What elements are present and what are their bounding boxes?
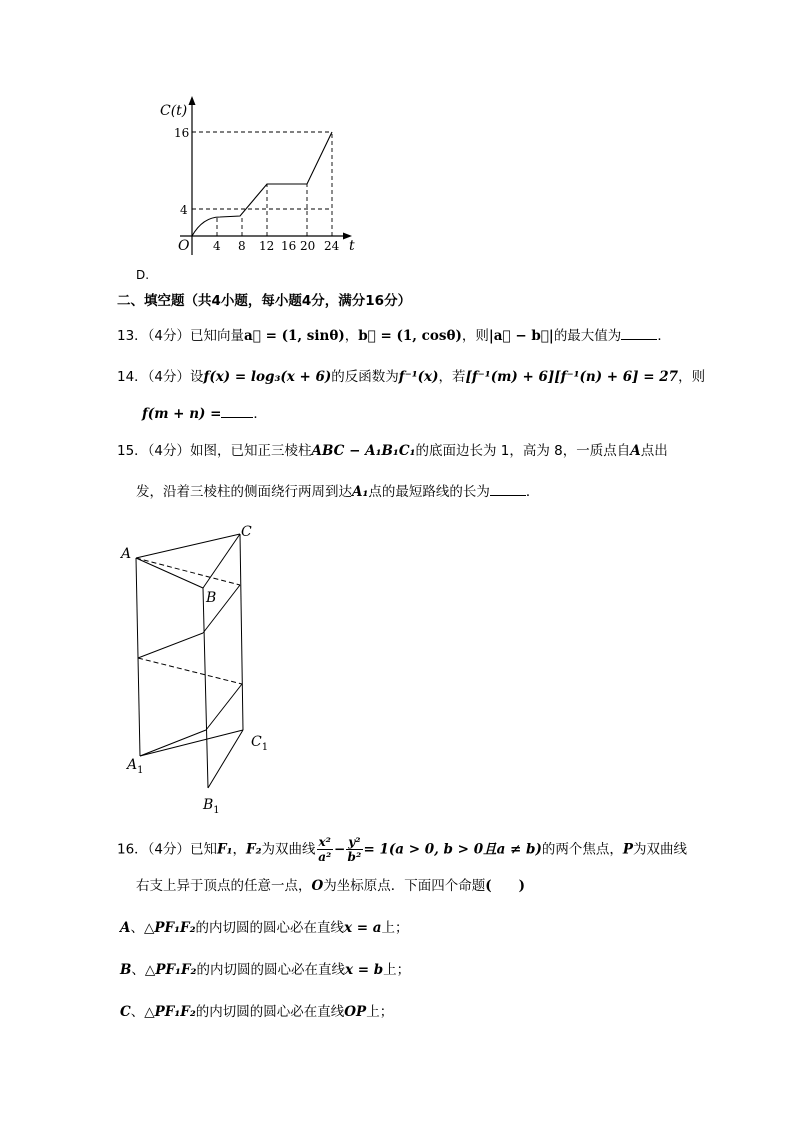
dashed-guides	[192, 132, 332, 236]
option-c-sep: 、△	[130, 1004, 155, 1020]
q14-mid1: 的反函数为	[331, 369, 399, 385]
q15-end: ．	[525, 484, 540, 500]
option-c-line: OP	[344, 1004, 367, 1020]
label-a: A	[121, 546, 132, 562]
q16-minus: −	[333, 841, 346, 858]
question-14-line2	[142, 405, 267, 423]
question-13	[117, 327, 671, 345]
option-d-label: D.	[136, 268, 150, 282]
q13-suffix: 的最大值为	[553, 328, 622, 344]
q13-prefix: 13．（4分）已知向量	[117, 328, 245, 344]
q15-point-a1: A₁	[352, 484, 369, 500]
q15-line2-suffix: 点的最短路线的长为	[368, 484, 490, 500]
option-c-letter: C	[120, 1004, 131, 1020]
option-a-triangle: PF₁F₂	[154, 920, 196, 936]
q14-answer-blank[interactable]	[221, 405, 253, 418]
option-b-sep: 、△	[131, 962, 156, 978]
x-axis-label: t	[349, 238, 355, 254]
option-c-text: 的内切圆的圆心必在直线	[195, 1004, 345, 1020]
option-a-line: x = a	[344, 920, 382, 936]
q16-f1: F₁	[217, 841, 233, 858]
q14-ask: f(m + n) =	[142, 406, 222, 422]
label-b1: $B_1$	[203, 797, 220, 816]
q13-vector-a: a⃗ = (1, sinθ)	[244, 328, 345, 344]
option-b-line: x = b	[344, 962, 384, 978]
piecewise-curve	[192, 132, 332, 236]
q16-paren: ( )	[485, 878, 526, 894]
option-b-letter: B	[120, 962, 132, 978]
q15-prefix: 15．（4分）如图，已知正三棱柱	[117, 443, 312, 459]
x-tick-24: 24	[324, 239, 340, 253]
option-a[interactable]	[120, 919, 409, 937]
label-c1: $C_1$	[251, 734, 269, 753]
q13-vector-b: b⃗ = (1, cosθ)	[358, 328, 462, 344]
q16-fraction-x: $\frac{\text{x²}}{\text{a²}}$	[318, 835, 332, 864]
label-a1: $A_1$	[127, 757, 144, 776]
q15-mid1: 的底面边长为 1，高为 8，一质点自	[415, 443, 631, 459]
question-15-line2	[136, 483, 539, 501]
y-axis-arrow	[189, 96, 196, 105]
q13-end: ．	[657, 328, 671, 344]
label-c: C	[241, 524, 252, 540]
option-a-letter: A	[120, 920, 131, 936]
q14-prefix: 14．（4分）设	[117, 369, 204, 385]
option-b[interactable]	[120, 961, 410, 979]
q16-mid3: 为双曲线	[633, 841, 688, 858]
q13-expression: |a⃗ − b⃗|	[488, 328, 554, 344]
q14-function: f(x) = log₃(x + 6)	[203, 369, 332, 385]
q13-mid: ，则	[461, 328, 489, 344]
q14-mid3: ，则	[678, 369, 706, 385]
q16-line2-prefix: 右支上异于顶点的任意一点，	[136, 878, 312, 894]
option-a-sep: 、△	[130, 920, 155, 936]
q15-mid2: 点出	[640, 443, 668, 459]
q14-condition: [f⁻¹(m) + 6][f⁻¹(n) + 6] = 27	[465, 369, 679, 385]
origin-label: O	[178, 238, 190, 254]
q15-line2-prefix: 发，沿着三棱柱的侧面绕行两周到达	[136, 484, 352, 500]
q16-prefix: 16．（4分）已知	[117, 841, 218, 858]
q16-mid1: 为双曲线	[261, 841, 316, 858]
option-b-end: 上；	[383, 962, 411, 978]
q14-end: ．	[253, 406, 267, 422]
q16-condition: = 1(a > 0, b > 0且a ≠ b)	[363, 841, 542, 858]
option-a-end: 上；	[381, 920, 409, 936]
prism-figure	[115, 518, 285, 818]
x-tick-12: 12	[259, 239, 275, 253]
y-tick-4: 4	[180, 203, 188, 217]
q14-mid2: ，若	[438, 369, 466, 385]
option-c[interactable]	[120, 1003, 393, 1021]
y-tick-16: 16	[174, 126, 190, 140]
option-b-text: 的内切圆的圆心必在直线	[196, 962, 345, 978]
q16-line2-suffix: 为坐标原点．下面四个命题	[323, 878, 486, 894]
q13-sep: ，	[344, 328, 359, 344]
piecewise-graph	[140, 90, 370, 265]
q13-answer-blank[interactable]	[621, 327, 657, 340]
option-c-triangle: PF₁F₂	[154, 1004, 196, 1020]
section-heading: 二、填空题（共4小题，每小题4分，满分16分）	[117, 293, 412, 309]
question-15	[117, 442, 668, 460]
q14-inverse: f⁻¹(x)	[398, 369, 439, 385]
question-14	[117, 368, 705, 386]
option-c-end: 上；	[366, 1004, 394, 1020]
q16-mid2: 的两个焦点，	[541, 841, 623, 858]
q16-p: P	[622, 841, 634, 858]
x-tick-20: 20	[300, 239, 316, 253]
q16-sep: ，	[232, 841, 247, 858]
x-tick-16: 16	[281, 239, 297, 253]
x-tick-4: 4	[213, 239, 221, 253]
q15-answer-blank[interactable]	[490, 483, 526, 496]
q16-fraction-y: $\frac{\text{y²}}{\text{b²}}$	[347, 835, 362, 864]
q15-point-a: A	[630, 443, 641, 459]
y-axis-label: C(t)	[160, 103, 188, 119]
x-tick-8: 8	[238, 239, 246, 253]
question-16-line2	[136, 877, 525, 895]
q16-o: O	[311, 878, 324, 894]
option-a-text: 的内切圆的圆心必在直线	[195, 920, 345, 936]
question-16	[117, 835, 687, 864]
label-b: B	[206, 590, 217, 606]
option-b-triangle: PF₁F₂	[155, 962, 197, 978]
q15-prism: ABC − A₁B₁C₁	[311, 443, 416, 459]
q16-f2: F₂	[246, 841, 262, 858]
